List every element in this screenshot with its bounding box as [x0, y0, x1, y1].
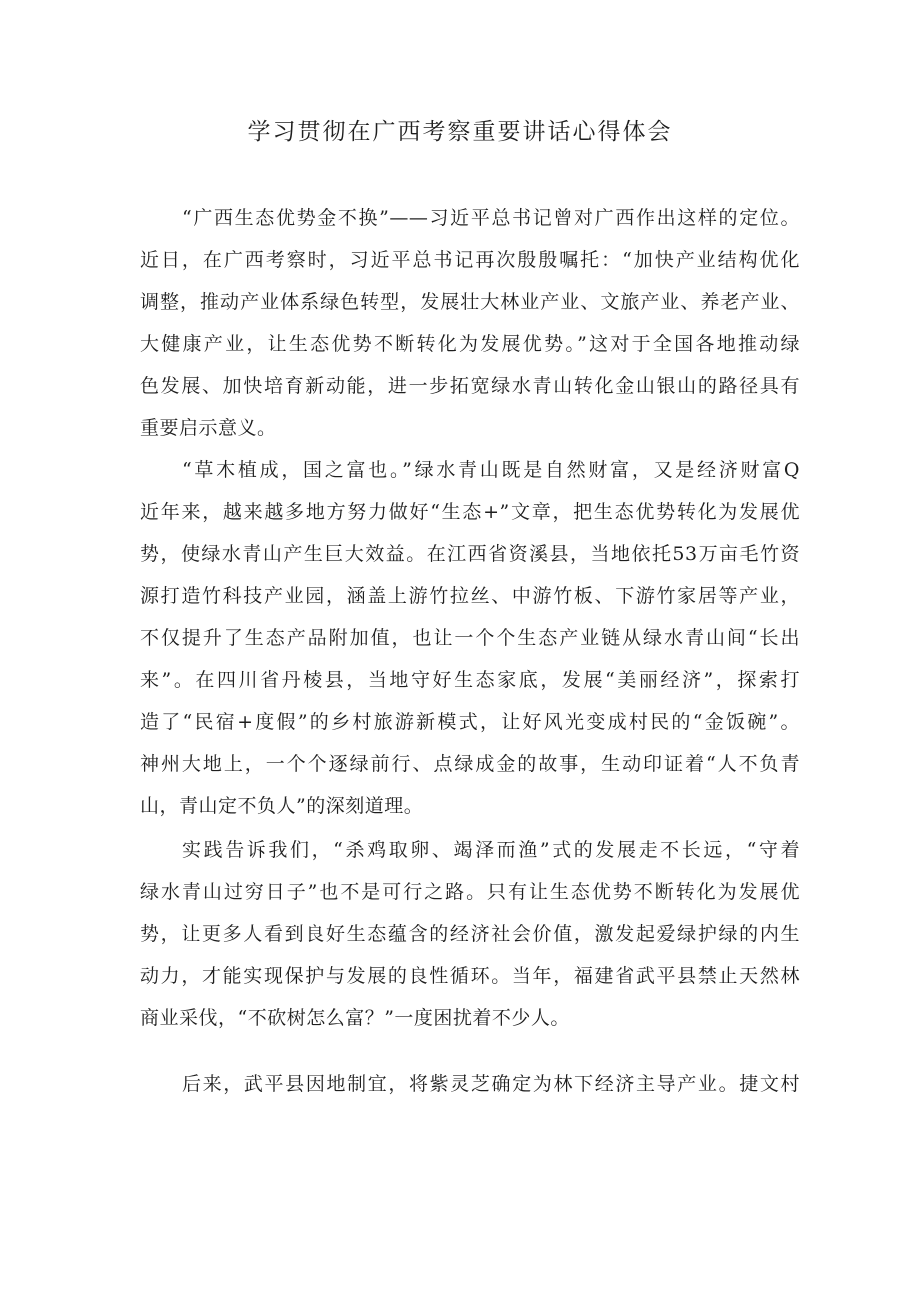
paragraph-2-line-9: 山，青山定不负人”的深刻道理。 — [140, 795, 424, 817]
paragraph-2-line-4: 源打造竹科技产业园，涵盖上游竹拉丝、中游竹板、下游竹家居等产业， — [140, 585, 800, 607]
paragraph-2-line-8: 神州大地上，一个个逐绿前行、点绿成金的故事，生动印证着“人不负青 — [140, 753, 800, 775]
paragraph-2-line-5: 不仅提升了生态产品附加值，也让一个个生态产业链从绿水青山间“长出 — [140, 627, 800, 649]
paragraph-2-line-2: 近年来，越来越多地方努力做好“生态+”文章，把生态优势转化为发展优 — [140, 501, 800, 523]
paragraph-1-line-5: 色发展、加快培育新动能，进一步拓宽绿水青山转化金山银山的路径具有 — [140, 375, 800, 397]
paragraph-3-line-1: 实践告诉我们，“杀鸡取卵、竭泽而渔”式的发展走不长远，“守着 — [182, 839, 800, 861]
paragraph-1-line-3: 调整，推动产业体系绿色转型，发展壮大林业产业、文旅产业、养老产业、 — [140, 291, 800, 313]
paragraph-2-line-3: 势，使绿水青山产生巨大效益。在江西省资溪县，当地依托53万亩毛竹资 — [140, 543, 800, 565]
paragraph-2-line-7: 造了“民宿+度假”的乡村旅游新模式，让好风光变成村民的“金饭碗”。 — [140, 711, 800, 733]
document-title: 学习贯彻在广西考察重要讲话心得体会 — [247, 119, 673, 145]
paragraph-3-line-2: 绿水青山过穷日子”也不是可行之路。只有让生态优势不断转化为发展优 — [140, 881, 800, 903]
paragraph-2-line-1: “草木植成，国之富也。”绿水青山既是自然财富，又是经济财富Q — [182, 459, 800, 481]
paragraph-1-line-4: 大健康产业，让生态优势不断转化为发展优势。”这对于全国各地推动绿 — [140, 333, 800, 355]
paragraph-2-line-6: 来”。在四川省丹棱县，当地守好生态家底，发展“美丽经济”，探索打 — [140, 669, 800, 691]
paragraph-3-line-3: 势，让更多人看到良好生态蕴含的经济社会价值，激发起爱绿护绿的内生 — [140, 923, 800, 945]
paragraph-3-line-4: 动力，才能实现保护与发展的良性循环。当年，福建省武平县禁止天然林 — [140, 965, 800, 987]
paragraph-1-line-6: 重要启示意义。 — [140, 417, 277, 439]
paragraph-3-line-5: 商业采伐，“不砍树怎么富？”一度困扰着不少人。 — [140, 1007, 570, 1029]
paragraph-4-line-1: 后来，武平县因地制宜，将紫灵芝确定为林下经济主导产业。捷文村 — [182, 1073, 800, 1095]
paragraph-1-line-1: “广西生态优势金不换”——习近平总书记曾对广西作出这样的定位。 — [182, 207, 800, 229]
paragraph-1-line-2: 近日，在广西考察时，习近平总书记再次殷殷嘱托：“加快产业结构优化 — [140, 249, 800, 271]
